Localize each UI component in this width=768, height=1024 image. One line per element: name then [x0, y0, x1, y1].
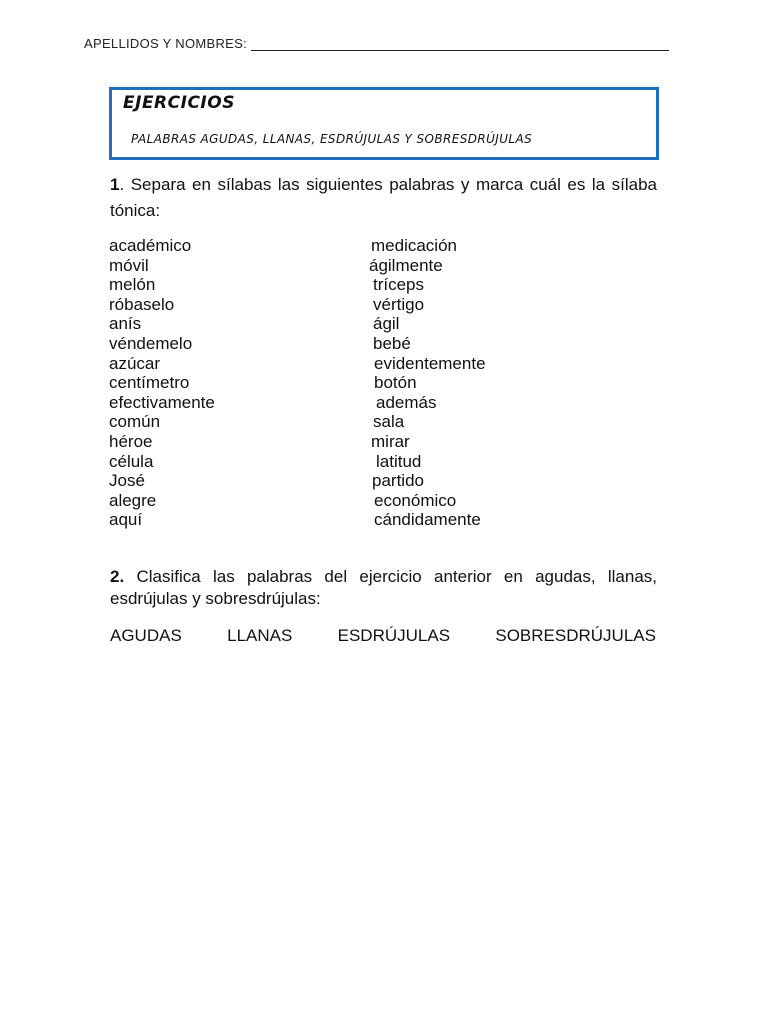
word-item: anís [109, 314, 142, 334]
word-item: azúcar [109, 353, 161, 373]
exercise-1-text: . Separa en sílabas las siguientes palabras y marca cuál es la sílaba tónica: [110, 175, 657, 220]
word-item: latitud [376, 451, 422, 471]
word-item: José [109, 471, 145, 491]
word-item: común [109, 412, 161, 432]
word-item: mirar [371, 431, 410, 451]
word-item: además [376, 392, 437, 412]
word-item: sala [373, 412, 405, 432]
word-item: partido [372, 471, 424, 491]
word-item: aquí [109, 510, 143, 530]
word-item: económico [374, 490, 457, 510]
category-sobresdrujulas: SOBRESDRÚJULAS [495, 626, 656, 645]
name-field-line [84, 36, 684, 51]
exercise-2-number: 2. [110, 567, 125, 586]
word-item: efectivamente [109, 392, 215, 412]
word-item: ágilmente [369, 255, 443, 275]
word-list-left [109, 236, 215, 530]
word-item: róbaselo [109, 294, 175, 314]
title-box [109, 87, 659, 160]
word-item: véndemelo [109, 333, 193, 353]
word-item: ágil [373, 314, 400, 334]
title-subheading: PALABRAS AGUDAS, LLANAS, ESDRÚJULAS Y SOBRESDRÚJULAS [131, 132, 533, 146]
name-field-label: APELLIDOS Y NOMBRES: [84, 36, 248, 51]
word-item: académico [109, 236, 192, 255]
word-item: cándidamente [374, 510, 481, 530]
title-heading: EJERCICIOS [123, 93, 235, 113]
word-item: héroe [109, 431, 153, 451]
word-item: melón [109, 275, 156, 295]
word-item: centímetro [109, 373, 190, 393]
word-item: bebé [373, 333, 411, 353]
word-item: evidentemente [374, 353, 486, 373]
exercise-2-instructions [110, 566, 657, 610]
exercise-1-number: 1 [110, 175, 120, 194]
word-item: móvil [109, 255, 149, 275]
category-agudas: AGUDAS [110, 626, 182, 645]
exercise-2-text: Clasifica las palabras del ejercicio anterior en agudas, llanas, esdrújulas y sobresdrújulas: [110, 567, 657, 608]
category-llanas: LLANAS [227, 626, 293, 645]
word-list-right [361, 236, 486, 530]
word-item: botón [374, 373, 417, 393]
category-headings [110, 626, 656, 646]
word-item: alegre [109, 490, 157, 510]
exercise-1-instructions [110, 172, 657, 224]
word-item: medicación [371, 236, 457, 255]
word-item: tríceps [373, 275, 425, 295]
category-esdrujulas: ESDRÚJULAS [337, 626, 451, 645]
word-item: vértigo [373, 294, 425, 314]
word-item: célula [109, 451, 154, 471]
name-blank-underline[interactable] [251, 38, 669, 51]
